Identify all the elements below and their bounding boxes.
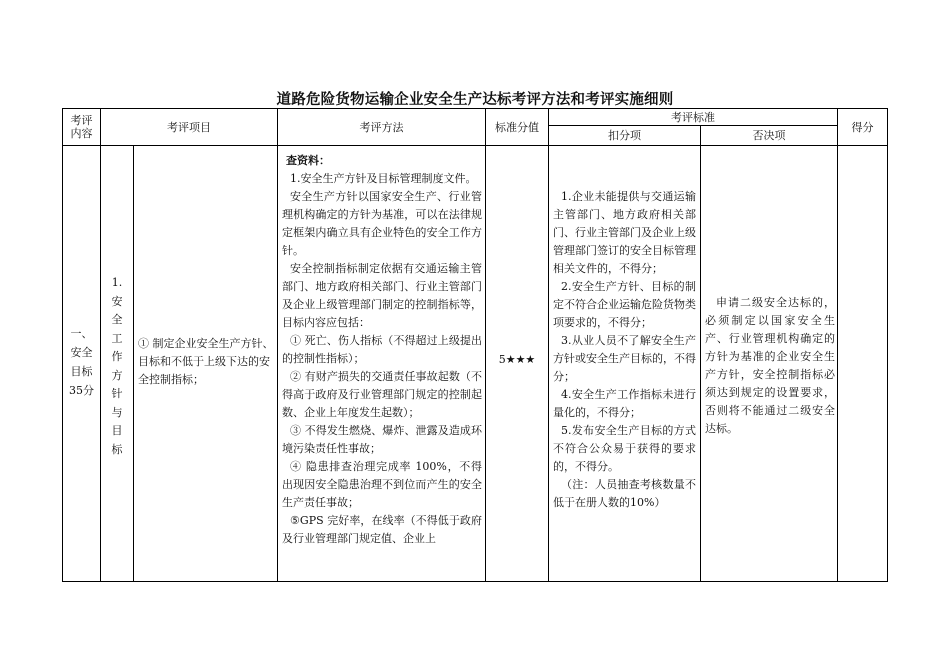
content-cell bbox=[63, 324, 100, 400]
col-divider-item-number bbox=[133, 145, 134, 582]
item-char: 针 bbox=[111, 387, 123, 400]
item-char: 作 bbox=[111, 350, 123, 363]
item-char: 全 bbox=[111, 313, 123, 326]
col-divider-score bbox=[548, 108, 549, 582]
header-result: 得分 bbox=[851, 120, 874, 134]
item-vertical-title bbox=[101, 274, 133, 459]
content-line: 一、 bbox=[70, 327, 93, 340]
header-bottom-rule bbox=[62, 145, 888, 146]
content-line: 35分 bbox=[69, 384, 94, 397]
deduct-note: （注：人员抽查考核数量不低于在册人数的10%） bbox=[553, 478, 696, 509]
method-cell bbox=[282, 152, 482, 580]
header-veto: 否决项 bbox=[752, 129, 786, 142]
method-paragraph: 安全控制指标制定依据有交通运输主管部门、地方政府相关部门、行业主管部门及企业上级管理部门制定的控制指标等，目标内容应包括： bbox=[282, 262, 482, 329]
col-divider-item bbox=[277, 108, 278, 582]
item-char: 与 bbox=[111, 405, 123, 419]
item-char: 目 bbox=[111, 424, 123, 437]
header-content-line-1: 考评 bbox=[70, 114, 93, 127]
table-bottom-border bbox=[62, 581, 888, 582]
item-char: 标 bbox=[111, 442, 123, 456]
sub-item-text: ① 制定企业安全生产方针、目标和不低于上级下达的安全控制指标； bbox=[138, 337, 274, 386]
content-line: 目标 bbox=[70, 365, 93, 378]
header-content bbox=[63, 109, 100, 145]
assessment-table bbox=[62, 108, 888, 582]
deduct-item: 1.企业未能提供与交通运输主管部门、地方政府相关部门、行业主管部门及企业上级管理部门签订的安全目标管理相关文件的，不得分； bbox=[553, 190, 696, 275]
deduct-cell bbox=[553, 188, 696, 512]
item-number: 1. bbox=[111, 276, 123, 289]
header-method: 考评方法 bbox=[359, 120, 404, 134]
header-score: 标准分值 bbox=[495, 120, 539, 134]
deduct-item: 4.安全生产工作指标未进行量化的，不得分； bbox=[553, 388, 696, 419]
document-title: 道路危险货物运输企业安全生产达标考评方法和考评实施细则 bbox=[276, 92, 674, 108]
method-paragraph: ⑤GPS 完好率，在线率（不得低于政府及行业管理部门规定值、企业上 bbox=[282, 514, 482, 545]
veto-text: 申请二级安全达标的，必须制定以国家安全生产、行业管理机构确定的方针为基准的企业安全生产方针，安全控制指标必须达到规定的设置要求，否则将不能通过二级安全达标。 bbox=[705, 296, 835, 435]
table-right-border bbox=[887, 108, 888, 582]
method-paragraph: 安全生产方针以国家安全生产、行业管理机构确定的方针为基准，可以在法律规定框架内确立具有企业特色的安全工作方针。 bbox=[282, 190, 482, 257]
method-paragraph: ① 死亡、伤人指标（不得超过上级提出的控制性指标）； bbox=[282, 334, 482, 365]
header-item: 考评项目 bbox=[167, 120, 211, 134]
item-char: 工 bbox=[111, 331, 123, 345]
method-paragraph: ④ 隐患排查治理完成率 100%，不得出现因安全隐患治理不到位而产生的安全生产责任事故； bbox=[282, 460, 482, 509]
result-cell bbox=[838, 146, 887, 581]
method-paragraph: ③ 不得发生燃烧、爆炸、泄露及造成环境污染责任性事故； bbox=[282, 424, 482, 455]
col-divider-deduct bbox=[700, 125, 701, 582]
item-char: 方 bbox=[111, 368, 123, 382]
header-content-line-2: 内容 bbox=[70, 127, 93, 140]
method-heading: 查资料： bbox=[286, 154, 330, 167]
header-deduct: 扣分项 bbox=[608, 129, 641, 142]
content-line: 安全 bbox=[70, 346, 93, 359]
item-char: 安 bbox=[111, 294, 123, 308]
score-value: 5★★★ bbox=[498, 353, 536, 366]
method-paragraph: 1.安全生产方针及目标管理制度文件。 bbox=[290, 172, 477, 185]
deduct-item: 2.安全生产方针、目标的制定不符合企业运输危险货物类项要求的，不得分； bbox=[553, 280, 696, 329]
col-divider-method bbox=[485, 108, 486, 582]
deduct-item: 3.从业人员不了解安全生产方针或安全生产目标的，不得分； bbox=[553, 334, 696, 383]
deduct-item: 5.发布安全生产目标的方式不符合公众易于获得的要求的，不得分。 bbox=[553, 424, 696, 473]
header-standard: 考评标准 bbox=[671, 110, 715, 124]
method-paragraph: ② 有财产损失的交通责任事故起数（不得高于政府及行业管理部门规定的控制起数、企业上年度发生起数）； bbox=[282, 370, 482, 419]
